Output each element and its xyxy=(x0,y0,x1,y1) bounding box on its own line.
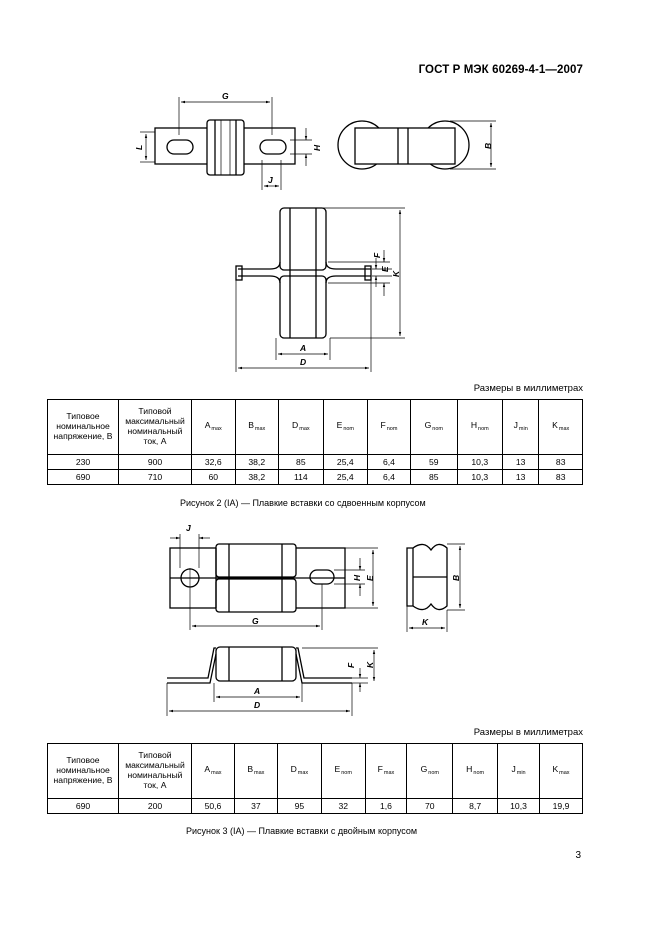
dim-label-e: E xyxy=(380,266,390,272)
table-row: 690 710 60 38,2 114 25,4 6,4 85 10,3 13 83 xyxy=(48,470,583,485)
figure3-caption: Рисунок 3 (IA) — Плавкие вставки с двойным корпусом xyxy=(186,826,418,836)
header-param: $E_{nom}$ xyxy=(321,744,365,799)
header-voltage: Типовое номинальное напряжение, В xyxy=(48,400,119,455)
table-header-row xyxy=(48,744,583,799)
header-param: $E_{nom}$ xyxy=(323,400,367,455)
figure3-units-note: Размеры в миллиметрах xyxy=(473,727,583,738)
figure2-units-note: Размеры в миллиметрах xyxy=(473,383,583,394)
header-param: $J_{min}$ xyxy=(502,400,538,455)
dim-label-a: A xyxy=(254,686,261,696)
header-param: $A_{max}$ xyxy=(192,400,236,455)
figure3-table xyxy=(47,743,583,814)
header-param: $G_{nom}$ xyxy=(407,744,453,799)
header-param: $K_{max}$ xyxy=(540,744,583,799)
figure3-dimensions xyxy=(167,534,465,716)
dim-label-j: J xyxy=(268,175,273,185)
header-param: $F_{nom}$ xyxy=(367,400,410,455)
dim-label-b: B xyxy=(483,142,493,149)
dim-label-g: G xyxy=(252,616,259,626)
figure2-drawing xyxy=(0,0,661,380)
dim-label-k: K xyxy=(422,617,429,627)
header-current: Типовой максимальный номинальный ток, А xyxy=(119,400,192,455)
header-param: $D_{max}$ xyxy=(277,744,321,799)
figure3-drawing xyxy=(0,512,661,722)
dim-label-b: B xyxy=(451,574,461,581)
header-voltage: Типовое номинальное напряжение, В xyxy=(48,744,119,799)
dim-label-d: D xyxy=(254,700,261,710)
dim-label-k2: K xyxy=(365,661,375,668)
header-param: $K_{max}$ xyxy=(539,400,583,455)
header-param: $H_{nom}$ xyxy=(453,744,498,799)
figure3-outline xyxy=(167,544,447,683)
figure2-caption: Рисунок 2 (IA) — Плавкие вставки со сдвоенным корпусом xyxy=(180,498,426,508)
dim-label-h: H xyxy=(352,574,362,581)
dim-label-k: K xyxy=(391,270,401,277)
standard-header: ГОСТ Р МЭК 60269-4-1—2007 xyxy=(418,64,583,76)
dim-label-g: G xyxy=(222,91,229,101)
figure2-table xyxy=(47,399,583,485)
page-number: 3 xyxy=(575,850,581,861)
dim-label-f: F xyxy=(372,252,382,258)
header-param: $A_{max}$ xyxy=(192,744,235,799)
dim-label-f: F xyxy=(346,662,356,668)
figure2-outline xyxy=(155,120,469,338)
dim-label-h: H xyxy=(312,144,322,151)
dim-label-d: D xyxy=(300,357,307,367)
table-row: 690 200 50,6 37 95 32 1,6 70 8,7 10,3 19,9 xyxy=(48,799,583,814)
table-row: 230 900 32,6 38,2 85 25,4 6,4 59 10,3 13 83 xyxy=(48,455,583,470)
header-param: $B_{max}$ xyxy=(235,400,279,455)
table-header-row xyxy=(48,400,583,455)
header-param: $G_{nom}$ xyxy=(411,400,458,455)
header-param: $B_{max}$ xyxy=(234,744,277,799)
header-param: $D_{max}$ xyxy=(279,400,324,455)
header-param: $J_{min}$ xyxy=(498,744,540,799)
dim-label-j: J xyxy=(186,523,191,533)
header-param: $F_{max}$ xyxy=(365,744,407,799)
dim-label-a: A xyxy=(300,343,307,353)
dim-label-l: L xyxy=(134,144,144,150)
dim-label-e: E xyxy=(365,575,375,581)
header-current: Типовой максимальный номинальный ток, А xyxy=(119,744,192,799)
header-param: $H_{nom}$ xyxy=(457,400,502,455)
